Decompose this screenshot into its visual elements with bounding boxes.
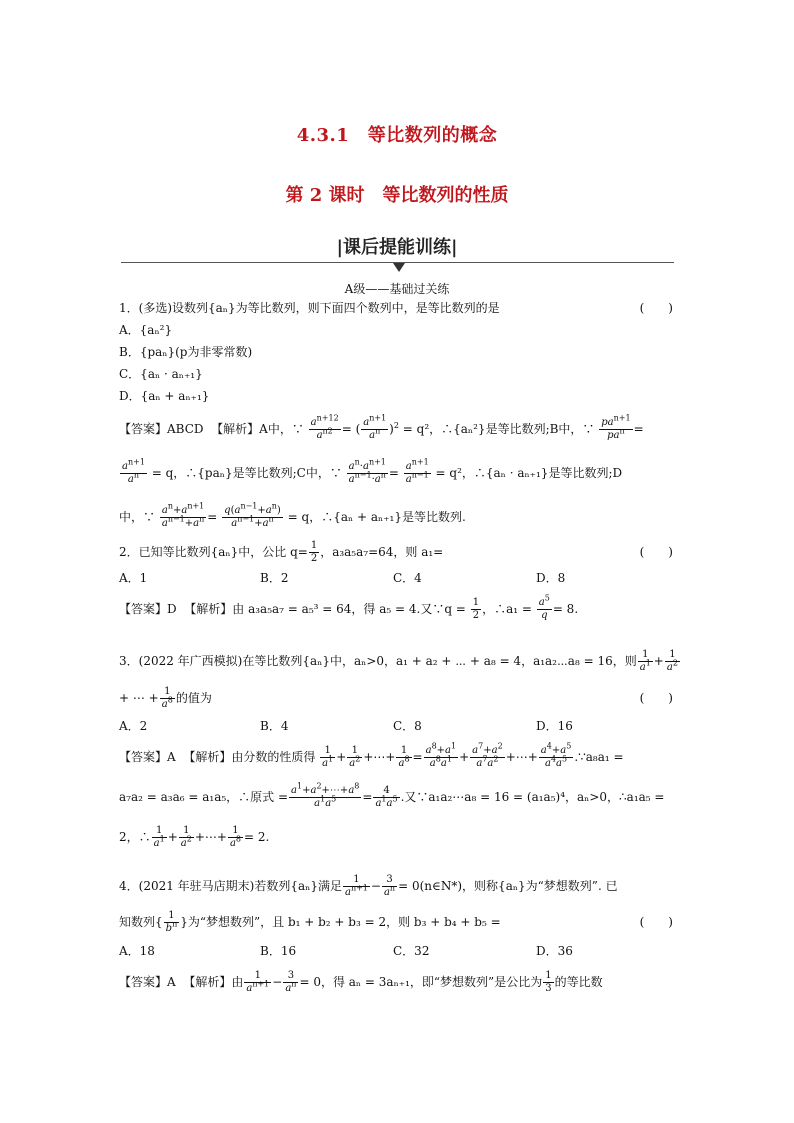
q4-analysis-tag: 【解析】 xyxy=(183,975,232,989)
fraction: $\frac{a^7+a^2}{a^7a^2}$ xyxy=(472,741,503,769)
fraction: $\frac{4}{a^1a^5}$ xyxy=(375,785,398,809)
fraction: $\frac{1}{2}$ xyxy=(472,597,480,621)
q4-answer-blank: ( ) xyxy=(639,915,673,929)
q4-stem: 为“梦想数列”，且 b₁ + b₂ + b₃ = 2，则 b₃ + b₄ + b₅ = xyxy=(187,915,501,929)
q4-option-c: C．32 xyxy=(393,944,430,958)
q4-solution: 【答案】A 【解析】由 $\frac{1}{a^{n+1}}$ − $\frac{3}{a^n}$ = 0，得 aₙ = 3aₙ₊₁，即“梦想数列”是公比为 $\frac{1}{3}$ 的等比数 xyxy=(119,970,603,994)
q4-text: 由 xyxy=(231,975,244,989)
fraction: $\frac{a^{n+1}}{a^{n-1}}$ xyxy=(405,457,429,485)
fraction: $\frac{a^1+a^2+\cdots+a^8}{a^1a^5}$ xyxy=(291,781,360,809)
fraction: $\frac{q(a^{n-1}+a^n)}{a^{n-1}+a^n}$ xyxy=(224,501,281,529)
q4-answer-tag: 【答案】A xyxy=(119,975,176,989)
q2-option-d: D．8 xyxy=(536,571,566,585)
q3-option-b: B．4 xyxy=(260,719,289,733)
q2-option-a: A．1 xyxy=(119,571,148,585)
q2-option-b: B．2 xyxy=(260,571,289,585)
q1-answer-tag: 【答案】ABCD xyxy=(119,422,204,436)
q2-text: = 8. xyxy=(552,602,579,616)
chapter-title: 4.3.1 等比数列的概念 xyxy=(296,125,498,146)
q1-answer-blank: ( ) xyxy=(639,301,673,315)
question-3: 3．(2022 年广西模拟)在等比数列{aₙ}中，aₙ>0，a₁ + a₂ + ⋯ + a₈ = 4，a₁a₂⋯a₈ = 16，则 $\frac{1}{a^1}$ + $\frac{1}{a^2}$ + ⋯ + $\frac{1}{a^8}$ 的值为 ( ) A．2 B．4 C．8 D．16 【答案】A 【解析】由分数的性质得 $\frac{1}{a^1}$ + $\frac{1}{a^2}$ +⋯+ $\frac{1}{a^8}$ = $\frac{a^8+a^1}{a^8a^1}$ + $\frac{a^7+a^2}{a^7a^2}$ +⋯+ $\frac{a^4+a^5}{a^4a^5}$ .∵a₈a₁ = a₇a₂ = a₃a₆ = a₁a₅，∴原式 = $\frac{a^1+a^2+\cdots+a^8}{a^1a^5}$ = $\frac{4}{a^1a^5}$ .又∵a₁a₂⋯a₈ = 16 = (a₁a₅)⁴，aₙ>0，∴a₁a₅ = 2，∴ $\frac{1}{a^1}$ + $\frac{1}{a^2}$ +⋯+ $\frac{1}{a^8}$ = 2. xyxy=(119,641,679,857)
q4-stem: 4．(2021 年驻马店期末)若数列{aₙ}满足 xyxy=(119,879,342,893)
fraction: $\frac{pa^{n+1}}{pa^n}$ xyxy=(601,413,631,441)
fraction: $\frac{1}{a^2}$ xyxy=(666,649,678,673)
question-4: 4．(2021 年驻马店期末)若数列{aₙ}满足 $\frac{1}{a^{n+1}}$ − $\frac{3}{a^n}$ = 0(n∈N*)，则称{aₙ}为“梦想数列”. 已 知数列{ $\frac{1}{b^n}$ }为“梦想数列”，且 b₁ + b₂ + b₃ = 2，则 b₃ + b₄ + b₅ = ( ) A．18 B．16 C．32 D．36 【答案】A 【解析】由 $\frac{1}{a^{n+1}}$ − $\frac{3}{a^n}$ = 0，得 aₙ = 3aₙ₊₁，即“梦想数列”是公比为 $\frac{1}{3}$ 的等比数 xyxy=(119,868,679,1002)
q2-text: 由 a₃a₅a₇ = a₅³ = 64，得 a₅ = 4.又∵q = xyxy=(232,602,466,616)
q3-text: = 2. xyxy=(244,830,270,844)
fraction: $\frac{3}{a^n}$ xyxy=(285,970,297,994)
fraction: $\frac{1}{a^2}$ xyxy=(349,745,361,769)
section-heading: |课后提能训练| xyxy=(336,237,458,258)
q2-stem: 2．已知等比数列{aₙ}中，公比 q= xyxy=(119,545,308,559)
fraction: $\frac{1}{3}$ xyxy=(545,970,552,994)
q1-text: A中，∵ xyxy=(259,422,304,436)
q1-text: = q，∴{aₙ + aₙ₊₁}是等比数列. xyxy=(287,510,466,524)
fraction: $\frac{a^{n+12}}{a^{n2}}$ xyxy=(310,413,339,441)
fraction: $\frac{1}{a^1}$ xyxy=(322,745,334,769)
q3-text: .∵a₈a₁ = xyxy=(574,750,624,764)
fraction: $\frac{a^n+a^{n+1}}{a^{n-1}+a^n}$ xyxy=(161,501,205,529)
q4-stem: 知数列 xyxy=(119,915,156,929)
q4-option-b: B．16 xyxy=(260,944,297,958)
fraction: $\frac{a^5}{q}$ xyxy=(538,593,550,621)
q1-option-d: D．{aₙ + aₙ₊₁} xyxy=(119,389,210,403)
q3-text: .又∵a₁a₂⋯a₈ = 16 = (a₁a₅)⁴，aₙ>0，∴a₁a₅ = xyxy=(400,790,665,804)
fraction: $\frac{1}{a^1}$ xyxy=(153,825,165,849)
fraction: $\frac{1}{a^8}$ xyxy=(398,745,410,769)
q1-text: = xyxy=(633,422,644,436)
q3-options xyxy=(119,715,679,737)
fraction: $\frac{1}{a^1}$ xyxy=(639,649,651,673)
fraction: $\frac{3}{a^n}$ xyxy=(383,874,396,898)
q2-answer-tag: 【答案】D xyxy=(119,602,177,616)
fraction: $\frac{1}{a^2}$ xyxy=(180,825,192,849)
q3-solution: 【答案】A 【解析】由分数的性质得 $\frac{1}{a^1}$ + $\frac{1}{a^2}$ +⋯+ $\frac{1}{a^8}$ = $\frac{a^8+a^1}{a^8a^1}$ + $\frac{a^7+a^2}{a^7a^2}$ +⋯+ $\frac{a^4+a^5}{a^4a^5}$ .∵a₈a₁ = a₇a₂ = a₃a₆ = a₁a₅，∴原式 = $\frac{a^1+a^2+\cdots+a^8}{a^1a^5}$ = $\frac{4}{a^1a^5}$ .又∵a₁a₂⋯a₈ = 16 = (a₁a₅)⁴，aₙ>0，∴a₁a₅ = 2，∴ $\frac{1}{a^1}$ + $\frac{1}{a^2}$ +⋯+ $\frac{1}{a^8}$ = 2. xyxy=(119,741,665,849)
q4-option-d: D．36 xyxy=(536,944,573,958)
q2-text: ，∴a₁ = xyxy=(482,602,532,616)
q1-stem: 1．(多选)设数列{aₙ}为等比数列，则下面四个数列中，是等比数列的是 xyxy=(119,301,500,315)
q3-stem: + ⋯ + xyxy=(119,691,159,705)
bracket-fraction: ( xyxy=(355,422,361,436)
question-1 xyxy=(119,297,679,539)
level-heading: A级——基础过关练 xyxy=(344,282,450,296)
fraction: $\frac{a^n\cdot a^{n+1}}{a^{n-1}\cdot a^n}$ xyxy=(348,457,386,485)
q1-option-b: B．{paₙ}(p为非零常数) xyxy=(119,345,253,359)
q3-option-a: A．2 xyxy=(119,719,148,733)
q3-text: a₇a₂ = a₃a₆ = a₁a₅，∴原式 = xyxy=(119,790,289,804)
lesson-title: 第 2 课时 等比数列的性质 xyxy=(285,185,509,206)
q2-solution xyxy=(119,589,679,629)
fraction: $\frac{a^{n+1}}{a^n}$ xyxy=(363,413,387,441)
q1-text: = xyxy=(388,466,399,480)
q4-text: = 0，得 aₙ = 3aₙ₊₁，即“梦想数列”是公比为 xyxy=(299,975,543,989)
q3-option-c: C．8 xyxy=(393,719,422,733)
q3-option-d: D．16 xyxy=(536,719,573,733)
q1-text: = q²，∴{aₙ · aₙ₊₁}是等比数列;D xyxy=(435,466,623,480)
q1-analysis-tag: 【解析】 xyxy=(211,422,260,436)
q1-option-c: C．{aₙ · aₙ₊₁} xyxy=(119,367,203,381)
q2-analysis-tag: 【解析】 xyxy=(184,602,233,616)
q4-stem: = 0(n∈N*)，则称{aₙ}为“梦想数列”. 已 xyxy=(398,879,618,893)
fraction: $\frac{a^4+a^5}{a^4a^5}$ xyxy=(540,741,572,769)
q2-option-c: C．4 xyxy=(393,571,422,585)
q3-analysis-tag: 【解析】 xyxy=(183,750,232,764)
q3-answer-blank: ( ) xyxy=(639,691,673,705)
q4-option-a: A．18 xyxy=(119,944,155,958)
question-2 xyxy=(119,537,679,629)
fraction: $\frac{1}{b^n}$ xyxy=(165,910,178,934)
q4-options xyxy=(119,940,679,962)
q3-answer-tag: 【答案】A xyxy=(119,750,176,764)
q3-text: 由分数的性质得 xyxy=(231,750,316,764)
q2-answer-blank: ( ) xyxy=(639,545,673,559)
q1-text: = q²，∴{aₙ²}是等比数列;B中，∵ xyxy=(402,422,595,436)
fraction: $\frac{1}{a^{n+1}}$ xyxy=(344,874,368,898)
fraction: $\frac{1}{a^8}$ xyxy=(161,686,173,710)
triangle-down-icon xyxy=(393,263,405,272)
fraction: $\frac{a^8+a^1}{a^8a^1}$ xyxy=(425,741,457,769)
q4-text: 的等比数 xyxy=(554,975,603,989)
q3-stem: 3．(2022 年广西模拟)在等比数列{aₙ}中，aₙ>0，a₁ + a₂ + ⋯ + a₈ = 4，a₁a₂⋯a₈ = 16，则 xyxy=(119,654,637,668)
q2-options xyxy=(119,567,679,589)
q1-solution: 【答案】ABCD 【解析】A中，∵ $\frac{a^{n+12}}{a^{n2}}$ = ( $\frac{a^{n+1}}{a^n}$ )$^2$ = q²，∴{aₙ²}是等比数列;B中，∵ $\frac{pa^{n+1}}{pa^n}$ = $\frac{a^{n+1}}{a^n}$ = q，∴{paₙ}是等比数列;C中，∵ $\frac{a^n\cdot a^{n+1}}{a^{n-1}\cdot a^n}$ = $\frac{a^{n+1}}{a^{n-1}}$ = q²，∴{aₙ · aₙ₊₁}是等比数列;D 中，∵ $\frac{a^n+a^{n+1}}{a^{n-1}+a^n}$ = $\frac{q(a^{n-1}+a^n)}{a^{n-1}+a^n}$ = q，∴{aₙ + aₙ₊₁}是等比数列. xyxy=(119,413,644,529)
q2-stem: ，a₃a₅a₇=64，则 a₁= xyxy=(320,545,444,559)
fraction: $\frac{1}{a^8}$ xyxy=(229,825,241,849)
fraction: $\frac{1}{a^{n+1}}$ xyxy=(246,970,270,994)
q3-stem: 的值为 xyxy=(175,691,212,705)
q1-text: 中，∵ xyxy=(119,510,156,524)
q3-text: 2，∴ xyxy=(119,830,151,844)
q1-text: = q，∴{paₙ}是等比数列;C中，∵ xyxy=(151,466,342,480)
fraction: $\frac{a^{n+1}}{a^n}$ xyxy=(122,457,145,485)
fraction: $\frac{1}{2}$ xyxy=(310,540,318,564)
q1-option-a: A．{aₙ²} xyxy=(119,323,173,337)
